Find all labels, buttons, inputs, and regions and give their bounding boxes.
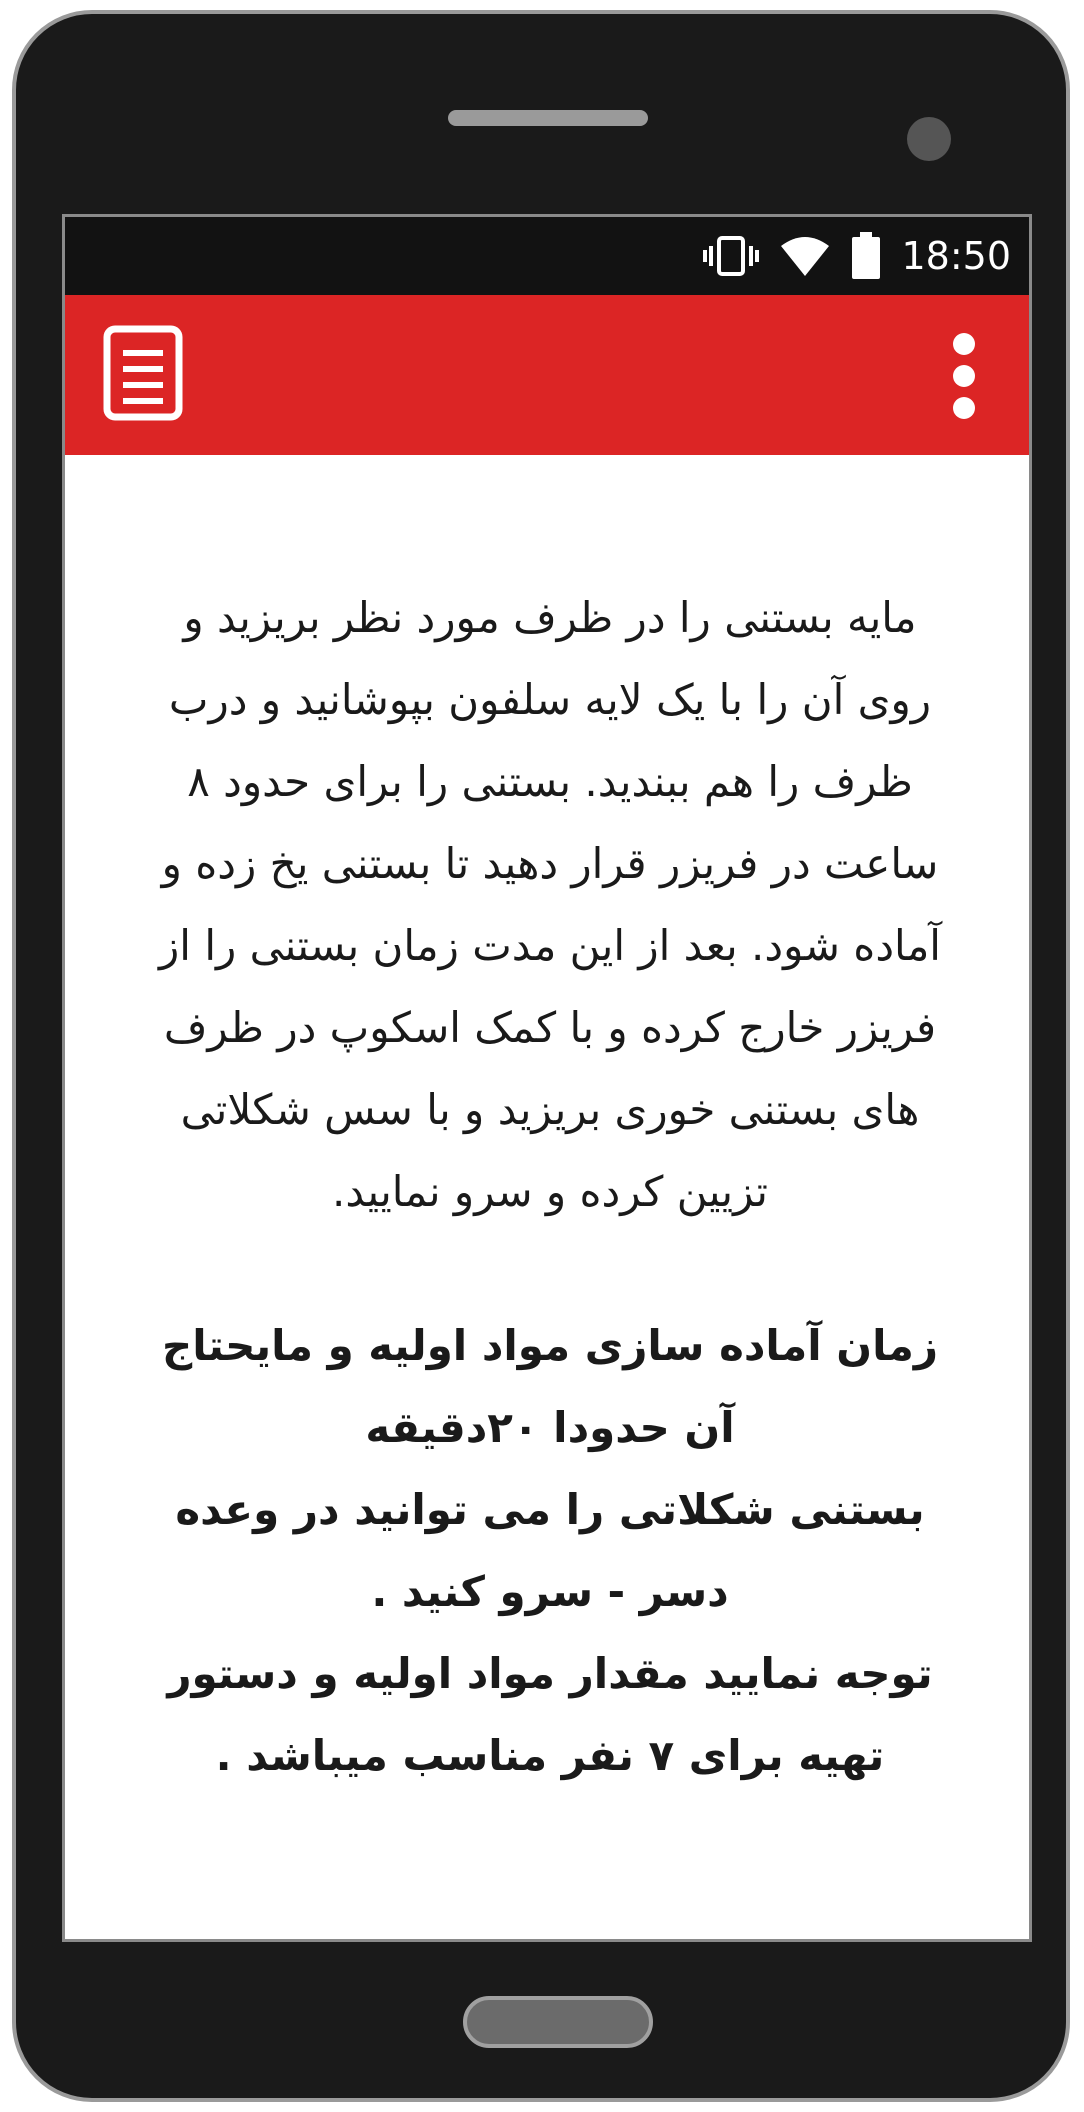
status-clock: 18:50	[901, 234, 1011, 278]
app-bar	[65, 295, 1029, 455]
battery-icon	[851, 232, 881, 280]
screen	[62, 214, 1032, 1942]
phone-frame	[12, 10, 1070, 2102]
overflow-menu-icon[interactable]	[951, 333, 977, 419]
overflow-dot	[953, 365, 975, 387]
wifi-icon	[779, 234, 831, 278]
document-icon[interactable]	[103, 325, 183, 421]
recipe-paragraph: مایه بستنی را در ظرف مورد نظر بریزید و روی آن را با یک لایه سلفون بپوشانید و درب ظرف را هم ببندید. بستنی را برای حدود ۸ ساعت در فریزر قرار دهید تا بستنی یخ زده و آماده شود. بعد از این مدت زمان بستنی را از فریزر خارج کرده و با کمک اسکوپ در ظرف های بستنی خوری بریزید و با سس شکلاتی تزیین کرده و سرو نمایید.	[159, 593, 941, 1216]
front-camera	[907, 117, 951, 161]
overflow-dot	[953, 397, 975, 419]
status-icons	[703, 231, 1011, 281]
article-content	[145, 577, 955, 1797]
earpiece-speaker	[448, 110, 648, 126]
home-button[interactable]	[463, 1996, 653, 2048]
recipe-notes: زمان آماده سازی مواد اولیه و مایحتاج آن حدودا ۲۰دقیقه بستنی شکلاتی را می توانید در وعده دسر - سرو کنید . توجه نمایید مقدار مواد اولیه و دستور تهیه برای ۷ نفر مناسب میباشد .	[161, 1321, 939, 1780]
overflow-dot	[953, 333, 975, 355]
vibrate-icon	[703, 234, 759, 278]
status-bar	[65, 217, 1029, 295]
